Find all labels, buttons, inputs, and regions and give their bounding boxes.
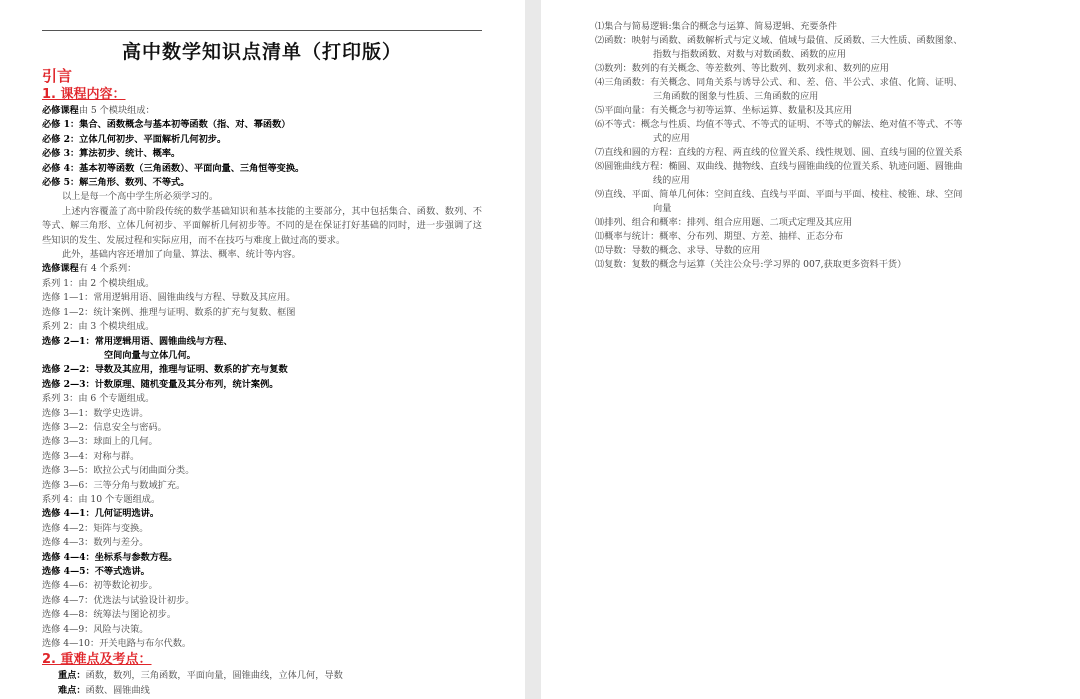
topic-number: ⑴ bbox=[595, 21, 605, 32]
elective-line: 选修 4—1：几何证明选讲。 bbox=[42, 508, 160, 520]
topic-text: 复数：复数的概念与运算（关注公众号:学习界的 007,获取更多资料干货） bbox=[604, 259, 907, 270]
key-points-label: 重点： bbox=[58, 670, 86, 682]
topic-item bbox=[595, 244, 1040, 258]
topic-continuation: 三角函数的图象与性质、三角函数的应用 bbox=[653, 91, 819, 102]
elective-line: 选修 4—7：优选法与试验设计初步。 bbox=[42, 594, 195, 606]
elective-line: 选修 3—4：对称与群。 bbox=[42, 450, 140, 462]
topic-number: ⑵ bbox=[595, 35, 605, 46]
elective-line: 空间向量与立体几何。 bbox=[104, 349, 196, 361]
topic-text: 直线、平面、简单几何体：空间直线、直线与平面、平面与平面、棱柱、棱锥、球、空间 bbox=[604, 189, 963, 200]
difficult-label: 难点： bbox=[58, 684, 86, 696]
topic-number: ⑸ bbox=[595, 105, 605, 116]
required-item: 必修 5：解三角形、数列、不等式。 bbox=[42, 177, 190, 189]
topic-item bbox=[595, 118, 1040, 132]
elective-line: 系列 3：由 6 个专题组成。 bbox=[42, 393, 155, 405]
topic-text: 三角函数：有关概念、同角关系与诱导公式、和、差、倍、半公式、求值、化简、证明、 bbox=[604, 77, 963, 88]
topic-number: ⑼ bbox=[595, 189, 605, 200]
elective-line: 选修 1—2：统计案例、推理与证明、数系的扩充与复数、框图 bbox=[42, 306, 296, 318]
topic-text: 集合与简易逻辑:集合的概念与运算、简易逻辑、充要条件 bbox=[604, 21, 837, 32]
topic-number: ⑿ bbox=[595, 245, 605, 256]
required-lead-rest: 由 5 个模块组成： bbox=[78, 105, 155, 116]
required-intro bbox=[42, 104, 485, 118]
topic-item bbox=[595, 230, 1040, 244]
topic-number: ⑾ bbox=[595, 231, 605, 242]
topic-text: 平面向量：有关概念与初等运算、坐标运算、数量积及其应用 bbox=[604, 105, 853, 116]
elective-lead: 选修课程 bbox=[42, 263, 79, 275]
topic-item bbox=[595, 104, 1040, 118]
topic-number: ⑺ bbox=[595, 147, 605, 158]
paragraph: 以上是每一个高中学生所必须学习的。 bbox=[62, 191, 219, 203]
topic-list bbox=[595, 20, 1040, 272]
key-heading: 2. 重难点及考点： bbox=[42, 652, 152, 668]
topic-continuation: 线的应用 bbox=[653, 175, 690, 186]
topic-number: ⑽ bbox=[595, 217, 605, 228]
topic-item bbox=[595, 160, 1040, 174]
elective-line: 选修 3—2：信息安全与密码。 bbox=[42, 421, 167, 433]
topic-continuation: 向量 bbox=[653, 203, 672, 214]
topic-item bbox=[595, 34, 1040, 48]
topic-item bbox=[595, 258, 1040, 272]
topic-item bbox=[595, 216, 1040, 230]
topic-text: 直线和圆的方程：直线的方程、两直线的位置关系、线性规划、圆、直线与圆的位置关系 bbox=[604, 147, 963, 158]
required-item: 必修 1：集合、函数概念与基本初等函数（指、对、幂函数） bbox=[42, 119, 291, 131]
topic-text: 概率与统计：概率、分布列、期望、方差、抽样、正态分布 bbox=[604, 231, 844, 242]
page-left bbox=[0, 0, 525, 699]
topic-continuation: 式的应用 bbox=[653, 133, 690, 144]
topic-number: ⒀ bbox=[595, 259, 605, 270]
elective-list bbox=[42, 277, 485, 652]
difficult-line bbox=[42, 684, 485, 698]
elective-line: 系列 2：由 3 个模块组成。 bbox=[42, 321, 155, 333]
elective-line: 选修 3—6：三等分角与数域扩充。 bbox=[42, 479, 186, 491]
required-item: 必修 3：算法初步、统计、概率。 bbox=[42, 148, 181, 160]
elective-line: 系列 1：由 2 个模块组成。 bbox=[42, 277, 155, 289]
difficult-text: 函数、圆锥曲线 bbox=[85, 684, 150, 696]
topic-text: 不等式：概念与性质、均值不等式、不等式的证明、不等式的解法、绝对值不等式、不等 bbox=[604, 119, 963, 130]
elective-line: 选修 1—1：常用逻辑用语、圆锥曲线与方程、导数及其应用。 bbox=[42, 292, 296, 304]
elective-line: 选修 2—1：常用逻辑用语、圆锥曲线与方程、 bbox=[42, 335, 233, 347]
elective-line: 选修 4—2：矩阵与变换。 bbox=[42, 522, 149, 534]
elective-line: 选修 4—4：坐标系与参数方程。 bbox=[42, 551, 178, 563]
topic-item bbox=[595, 62, 1040, 76]
elective-line: 选修 2—2：导数及其应用，推理与证明、数系的扩充与复数 bbox=[42, 364, 288, 376]
topic-text: 导数：导数的概念、求导、导数的应用 bbox=[604, 245, 761, 256]
intro-heading: 引言 bbox=[42, 67, 73, 85]
elective-intro bbox=[42, 262, 485, 276]
elective-line: 选修 4—6：初等数论初步。 bbox=[42, 580, 158, 592]
elective-line: 选修 3—3：球面上的几何。 bbox=[42, 436, 158, 448]
topic-item bbox=[595, 146, 1040, 160]
required-item: 必修 2：立体几何初步、平面解析几何初步。 bbox=[42, 133, 227, 145]
topic-continuation: 指数与指数函数、对数与对数函数、函数的应用 bbox=[653, 49, 846, 60]
topic-number: ⑻ bbox=[595, 161, 605, 172]
key-points-text: 函数，数列，三角函数，平面向量，圆锥曲线，立体几何，导数 bbox=[85, 670, 343, 682]
topic-item bbox=[595, 76, 1040, 90]
elective-line: 选修 4—8：统筹法与图论初步。 bbox=[42, 609, 177, 621]
elective-line: 选修 3—5：欧拉公式与闭曲面分类。 bbox=[42, 465, 195, 477]
topic-number: ⑶ bbox=[595, 63, 605, 74]
required-lead: 必修课程 bbox=[42, 105, 79, 116]
topic-item bbox=[595, 188, 1040, 202]
elective-line: 系列 4：由 10 个专题组成。 bbox=[42, 493, 161, 505]
key-points-line bbox=[42, 669, 485, 683]
elective-line: 选修 4—5：不等式选讲。 bbox=[42, 566, 150, 577]
paragraph: 上述内容覆盖了高中阶段传统的数学基础知识和基本技能的主要部分，其中包括集合、函数、数列、不等式、解三角形、立体几何初步、平面解析几何初步等。不同的是在保证打好基础的同时，进一步强调了这些知识的发生、发展过程和实际应用，而不在技巧与难度上做过高的要求。 bbox=[42, 205, 482, 246]
elective-line: 选修 4—10：开关电路与布尔代数。 bbox=[42, 638, 192, 650]
topic-text: 圆锥曲线方程：椭圆、双曲线、抛物线、直线与圆锥曲线的位置关系、轨迹问题、圆锥曲 bbox=[604, 161, 963, 172]
page-right bbox=[541, 0, 1080, 699]
topic-number: ⑹ bbox=[595, 119, 605, 130]
topic-text: 数列：数列的有关概念、等差数列、等比数列、数列求和、数列的应用 bbox=[604, 63, 889, 74]
paragraph: 此外，基础内容还增加了向量、算法、概率、统计等内容。 bbox=[62, 249, 301, 261]
elective-lead-rest: 有 4 个系列： bbox=[78, 263, 137, 275]
topic-number: ⑷ bbox=[595, 77, 605, 88]
required-item: 必修 4：基本初等函数（三角函数）、平面向量、三角恒等变换。 bbox=[42, 162, 305, 174]
topic-text: 函数：映射与函数、函数解析式与定义域、值域与最值、反函数、三大性质、函数图象、 bbox=[604, 35, 963, 46]
topic-item bbox=[595, 20, 1040, 34]
elective-line: 选修 2—3：计数原理、随机变量及其分布列，统计案例。 bbox=[42, 378, 279, 390]
course-heading: 1. 课程内容： bbox=[42, 87, 126, 102]
document-title: 高中数学知识点清单（打印版） bbox=[121, 41, 402, 63]
elective-line: 选修 4—9：风险与决策。 bbox=[42, 623, 149, 635]
elective-line: 选修 3—1：数学史选讲。 bbox=[42, 407, 149, 419]
elective-line: 选修 4—3：数列与差分。 bbox=[42, 537, 149, 549]
header-rule bbox=[42, 30, 482, 31]
topic-text: 排列、组合和概率：排列、组合应用题、二项式定理及其应用 bbox=[604, 217, 853, 228]
